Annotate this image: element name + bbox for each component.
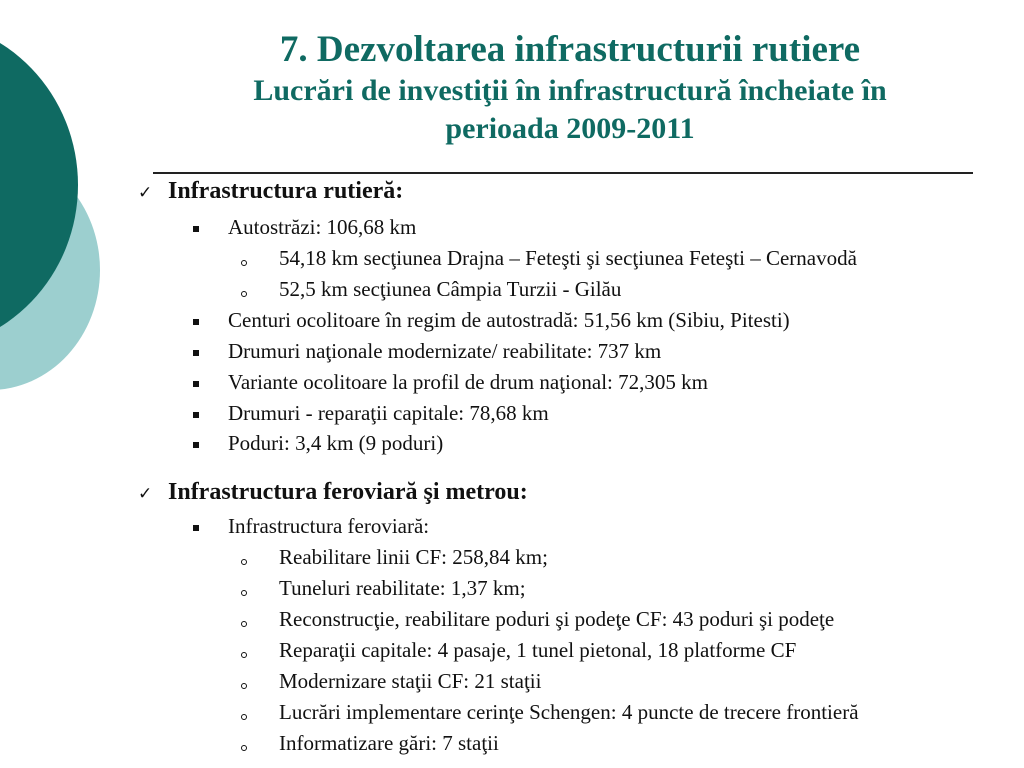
checkmark-icon: ✓ [138,183,153,203]
circle-bullet-icon [241,621,247,627]
square-bullet-icon [193,381,199,387]
list-subitem: Reconstrucţie, reabilitare poduri şi podeţe CF: 43 poduri şi podeţe [279,607,835,631]
square-bullet-icon [193,412,199,418]
circle-bullet-icon [241,745,247,751]
circle-bullet-icon [241,291,247,297]
title-block [130,28,1010,148]
slide-subtitle-line-1: Lucrări de investiţii în infrastructură încheiate în [253,74,887,107]
circle-bullet-icon [241,590,247,596]
circle-bullet-icon [241,652,247,658]
circle-bullet-icon [241,683,247,689]
list-subitem: Reparaţii capitale: 4 pasaje, 1 tunel pietonal, 18 platforme CF [279,638,797,662]
list-item: Autostrăzi: 106,68 km [228,215,417,239]
list-item: Infrastructura feroviară: [228,514,430,538]
list-subitem: 52,5 km secţiunea Câmpia Turzii - Gilău [279,277,622,301]
list-subitem: Reabilitare linii CF: 258,84 km; [279,545,548,569]
circle-bullet-icon [241,714,247,720]
list-item: Centuri ocolitoare în regim de autostradă: 51,56 km (Sibiu, Pitesti) [228,308,790,332]
checkmark-icon: ✓ [138,484,153,504]
list-subitem: Modernizare staţii CF: 21 staţii [279,669,542,693]
list-item: Variante ocolitoare la profil de drum naţional: 72,305 km [228,370,708,394]
title-divider [153,172,973,174]
list-subitem: Tuneluri reabilitate: 1,37 km; [279,576,526,600]
square-bullet-icon [193,442,199,448]
slide-title: 7. Dezvoltarea infrastructurii rutiere [279,29,861,70]
list-item: Drumuri naţionale modernizate/ reabilitate: 737 km [228,339,662,363]
square-bullet-icon [193,226,199,232]
list-subitem: Lucrări implementare cerinţe Schengen: 4 puncte de trecere frontieră [279,700,859,724]
square-bullet-icon [193,319,199,325]
list-item: Poduri: 3,4 km (9 poduri) [228,431,444,455]
square-bullet-icon [193,350,199,356]
section-heading-road: Infrastructura rutieră: [168,178,404,204]
square-bullet-icon [193,525,199,531]
circle-bullet-icon [241,559,247,565]
slide-subtitle-line-2: perioada 2009-2011 [445,112,695,145]
circle-bullet-icon [241,260,247,266]
section-heading-rail: Infrastructura feroviară şi metrou: [168,479,528,505]
list-item: Drumuri - reparaţii capitale: 78,68 km [228,401,549,425]
list-subitem: Informatizare gări: 7 staţii [279,731,499,755]
list-subitem: 54,18 km secţiunea Drajna – Feteşti şi secţiunea Feteşti – Cernavodă [279,246,857,270]
